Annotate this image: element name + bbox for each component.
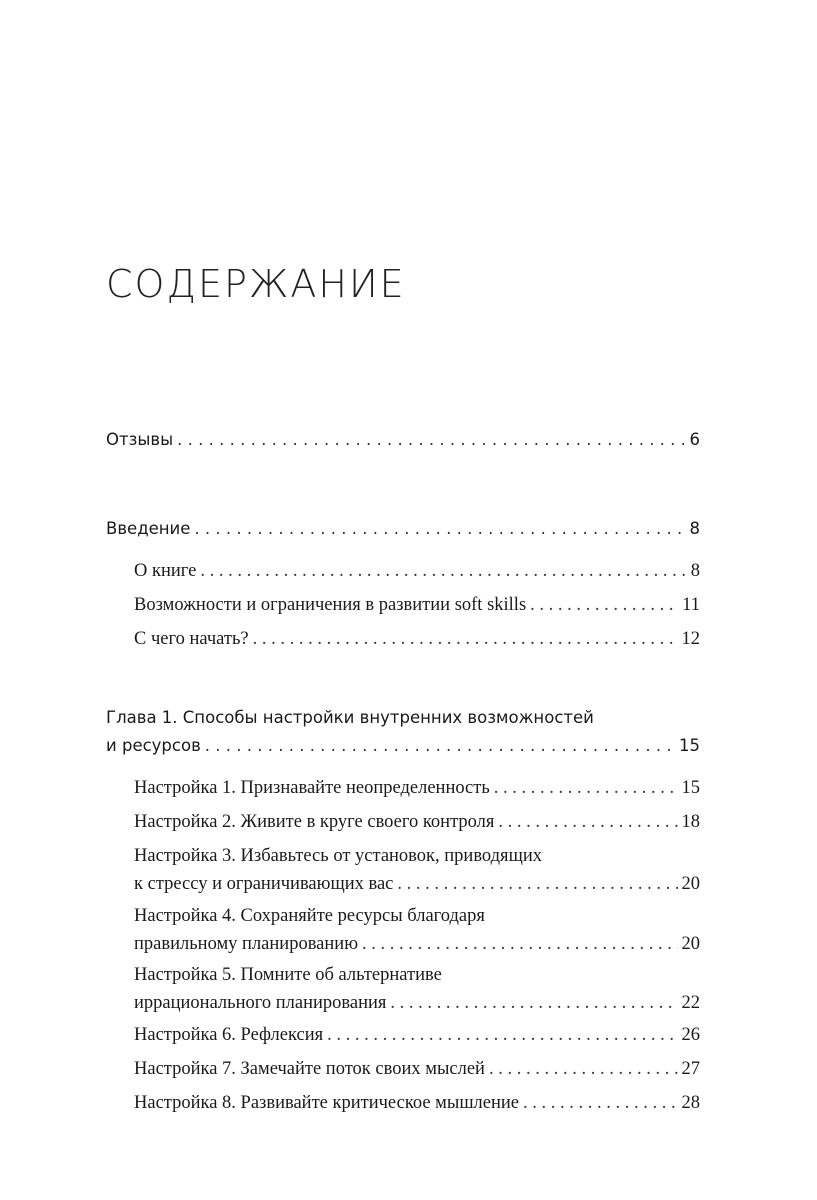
- dot-leader: [397, 870, 677, 898]
- toc-page-number: 15: [681, 778, 700, 798]
- toc-page-number: 8: [689, 519, 700, 538]
- toc-entry-otzyvy[interactable]: [106, 426, 700, 454]
- toc-entry-label: Настройка 7. Замечайте поток своих мыслей: [134, 1059, 485, 1079]
- toc-entry-label-continued: иррационального планирования: [134, 993, 387, 1013]
- dot-leader: [498, 808, 677, 836]
- dot-leader: [390, 989, 677, 1017]
- toc-entry-nastroyka-8[interactable]: [134, 1089, 700, 1117]
- dot-leader: [362, 930, 677, 958]
- toc-entry-label: Возможности и ограничения в развитии soft skills: [134, 595, 527, 615]
- dot-leader: [327, 1021, 677, 1049]
- toc-entry-label: О книге: [134, 561, 197, 581]
- page-title: СОДЕРЖАНИЕ: [106, 262, 406, 306]
- toc-entry-nastroyka-2[interactable]: [134, 808, 700, 836]
- dot-leader: [200, 557, 686, 585]
- dot-leader: [177, 426, 685, 454]
- dot-leader: [205, 732, 675, 760]
- toc-entry-vozmozhnosti[interactable]: [134, 591, 700, 619]
- toc-entry-nastroyka-3[interactable]: [134, 842, 700, 898]
- toc-page-number: 6: [689, 430, 700, 449]
- toc-entry-vvedenie[interactable]: [106, 515, 700, 543]
- toc-page-number: 15: [679, 736, 700, 755]
- dot-leader: [494, 774, 678, 802]
- toc-entry-label-continued: и ресурсов: [106, 736, 201, 755]
- toc-entry-nastroyka-1[interactable]: [134, 774, 700, 802]
- toc-entry-label: Отзывы: [106, 430, 174, 449]
- toc-entry-nastroyka-7[interactable]: [134, 1055, 700, 1083]
- dot-leader: [194, 515, 685, 543]
- toc-page-number: 26: [681, 1025, 700, 1045]
- toc-page-number: 12: [681, 629, 700, 649]
- toc-entry-label: Глава 1. Способы настройки внутренних возможностей: [106, 708, 594, 727]
- toc-entry-label: Настройка 5. Помните об альтернативе: [134, 965, 442, 985]
- toc-entry-label: Настройка 6. Рефлексия: [134, 1025, 324, 1045]
- toc-page-number: 18: [681, 812, 700, 832]
- toc-page-number: 27: [681, 1059, 700, 1079]
- toc-entry-label: Настройка 4. Сохраняйте ресурсы благодаря: [134, 906, 485, 926]
- dot-leader: [530, 591, 678, 619]
- toc-entry-label: Настройка 3. Избавьтесь от установок, приводящих: [134, 846, 542, 866]
- dot-leader: [253, 625, 678, 653]
- toc-entry-s-chego-nachat[interactable]: [134, 625, 700, 653]
- toc-entry-label: Настройка 8. Развивайте критическое мышление: [134, 1093, 520, 1113]
- toc-entry-nastroyka-4[interactable]: [134, 902, 700, 958]
- toc-entry-nastroyka-5[interactable]: [134, 961, 700, 1017]
- toc-entry-o-knige[interactable]: [134, 557, 700, 585]
- toc-entry-label: Настройка 1. Признавайте неопределенность: [134, 778, 490, 798]
- toc-page-number: 22: [681, 993, 700, 1013]
- toc-entry-label: С чего начать?: [134, 629, 249, 649]
- toc-entry-label: Настройка 2. Живите в круге своего контроля: [134, 812, 495, 832]
- toc-entry-nastroyka-6[interactable]: [134, 1021, 700, 1049]
- toc-page-number: 28: [681, 1093, 700, 1113]
- toc-page-number: 8: [690, 561, 700, 581]
- toc-page-number: 11: [682, 595, 700, 615]
- toc-entry-label-continued: правильному планированию: [134, 934, 359, 954]
- toc-entry-label: Введение: [106, 519, 191, 538]
- dot-leader: [523, 1089, 677, 1117]
- toc-entry-glava-1[interactable]: [106, 704, 700, 760]
- toc-page-number: 20: [681, 934, 700, 954]
- toc-entry-label-continued: к стрессу и ограничивающих вас: [134, 874, 394, 894]
- toc-page-number: 20: [681, 874, 700, 894]
- dot-leader: [489, 1055, 678, 1083]
